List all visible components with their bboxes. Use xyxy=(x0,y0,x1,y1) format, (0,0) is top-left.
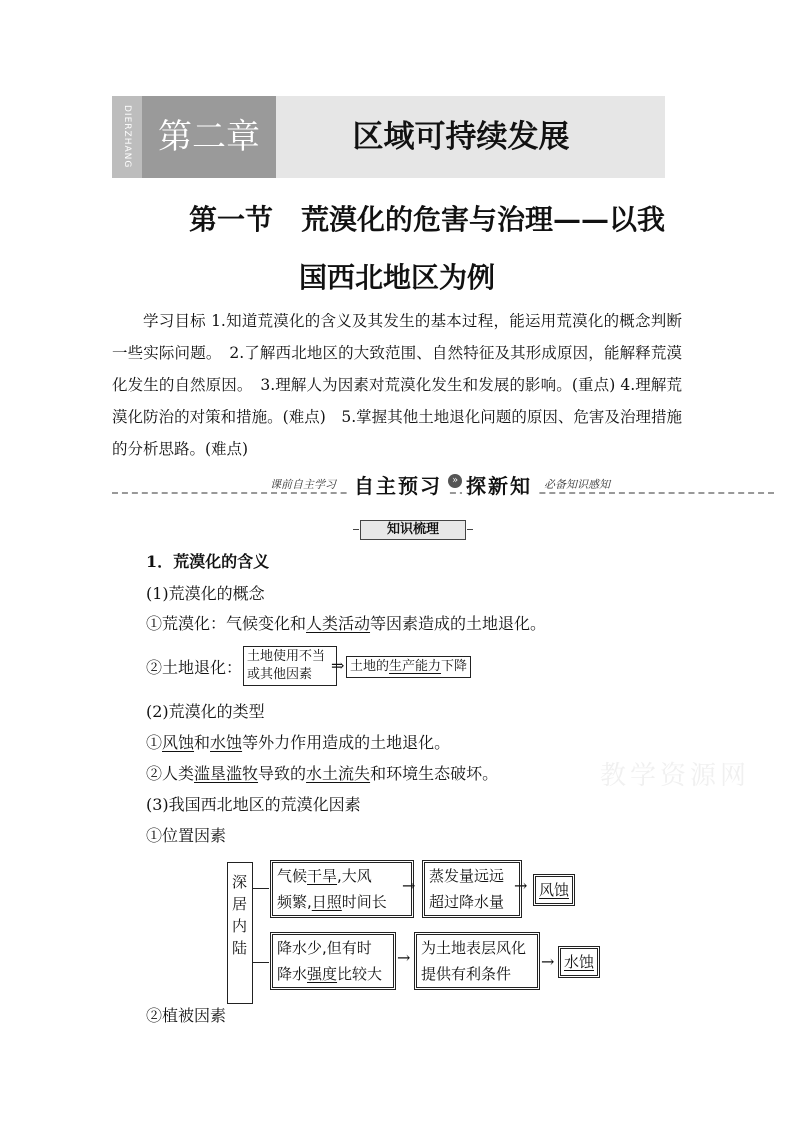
climate-l2-answer: 日照 xyxy=(311,893,342,911)
concept-item-2-label: ②土地退化： xyxy=(146,658,243,677)
preview-right-caption: 必备知识感知 xyxy=(540,476,614,492)
type2-answer1: 滥垦滥牧 xyxy=(194,764,259,783)
water-erosion-box: 水蚀 xyxy=(558,946,600,978)
climate-l2-pre: 频繁, xyxy=(277,893,312,911)
type1-mid: 和 xyxy=(194,733,211,752)
subheading-nw-factors: (3)我国西北地区的荒漠化因素 xyxy=(146,795,361,814)
productivity-decline-box xyxy=(346,656,471,678)
objectives-text: 学习目标 1.知道荒漠化的含义及其发生的基本过程，能运用荒漠化的概念判断一些实际问题。 2.了解西北地区的大致范围、自然特征及其形成原因，能解释荒漠化发生的自然原因。 3.理解人为因素对荒漠化发生和发展的影响。(重点) 4.理解荒漠化防治的对策和措施。(难点) 5.掌握其他土地退化问题的原因、危害及治理措施的分析思路。(难点) xyxy=(112,312,682,458)
arrow-right-icon: → xyxy=(514,876,528,895)
productivity-pre: 土地的 xyxy=(350,659,390,674)
weathering-line2: 提供有利条件 xyxy=(421,965,512,983)
weathering-line1: 为土地表层风化 xyxy=(421,939,527,957)
chapter-number: 第二章 xyxy=(142,96,276,178)
item1-post: 等因素造成的土地退化。 xyxy=(370,614,547,633)
climate-box xyxy=(270,860,414,918)
type1-post: 等外力作用造成的土地退化。 xyxy=(242,733,451,752)
item1-pre: ①荒漠化：气候变化和 xyxy=(146,614,307,633)
knowledge-tag: 知识梳理 xyxy=(360,520,466,540)
evaporation-line2: 超过降水量 xyxy=(429,893,505,911)
subheading-concept: (1)荒漠化的概念 xyxy=(146,584,265,603)
connector-line xyxy=(253,888,269,889)
climate-l1-post: ,大风 xyxy=(337,867,372,885)
precipitation-line1: 降水少,但有时 xyxy=(277,939,372,957)
productivity-post: 下降 xyxy=(441,659,468,674)
precip-l2-answer: 强度 xyxy=(307,965,338,983)
arrow-right-icon: → xyxy=(541,952,555,971)
precipitation-box xyxy=(270,932,396,990)
land-misuse-line2: 或其他因素 xyxy=(247,667,313,682)
evaporation-line1: 蒸发量远远 xyxy=(429,867,505,885)
type2-mid: 导致的 xyxy=(258,764,307,783)
chapter-title: 区域可持续发展 xyxy=(352,119,570,155)
type1-pre: ① xyxy=(146,733,163,752)
land-misuse-box xyxy=(243,646,337,686)
climate-l1-pre: 气候 xyxy=(277,867,308,885)
concept-item-1 xyxy=(146,614,546,634)
type-item-2 xyxy=(146,764,498,784)
preview-title-left: 自主预习 xyxy=(350,470,446,499)
productivity-answer: 生产能力 xyxy=(389,659,442,674)
climate-l1-answer: 干旱 xyxy=(307,867,338,885)
type-item-1 xyxy=(146,733,450,753)
preview-title-right: 探新知 xyxy=(462,470,536,499)
implies-arrow-icon: ⇒ xyxy=(331,656,345,675)
watermark: 教学资源网 xyxy=(600,761,751,791)
climate-line2 xyxy=(277,889,407,915)
location-factor-label: ①位置因素 xyxy=(146,826,227,845)
connector-line xyxy=(253,962,269,963)
section-title-line1: 第一节 荒漠化的危害与治理——以我 xyxy=(188,203,665,236)
type2-answer2: 水土流失 xyxy=(306,764,371,783)
arrow-right-icon: → xyxy=(397,948,411,967)
weathering-box xyxy=(414,932,540,990)
arrow-right-icon: → xyxy=(402,876,416,895)
vegetation-factor-label: ②植被因素 xyxy=(146,1006,227,1025)
type1-answer1: 风蚀 xyxy=(162,733,195,752)
double-arrow-icon: » xyxy=(448,474,462,488)
root-inland-box: 深居内陆 xyxy=(227,862,253,1004)
heading-desertification-meaning: 1．荒漠化的含义 xyxy=(146,552,270,571)
climate-l2-post: 时间长 xyxy=(341,893,387,911)
precip-l2-post: 比较大 xyxy=(337,965,383,983)
type2-pre: ②人类 xyxy=(146,764,195,783)
chapter-vertical-tag: DIERZHANG xyxy=(112,96,142,178)
land-misuse-line1: 土地使用不当 xyxy=(247,649,326,664)
preview-section-bar xyxy=(112,470,774,500)
learning-objectives xyxy=(112,305,682,465)
type1-answer2: 水蚀 xyxy=(210,733,243,752)
precip-l2-pre: 降水 xyxy=(277,965,308,983)
item1-answer: 人类活动 xyxy=(306,614,371,633)
wind-erosion-box: 风蚀 xyxy=(533,874,575,906)
section-title-line2: 国西北地区为例 xyxy=(298,261,495,294)
subheading-types: (2)荒漠化的类型 xyxy=(146,702,265,721)
climate-line1 xyxy=(277,863,407,889)
evaporation-box xyxy=(422,860,522,918)
precipitation-line2 xyxy=(277,961,389,987)
preview-left-caption: 课前自主学习 xyxy=(266,476,340,492)
type2-post: 和环境生态破坏。 xyxy=(370,764,499,783)
